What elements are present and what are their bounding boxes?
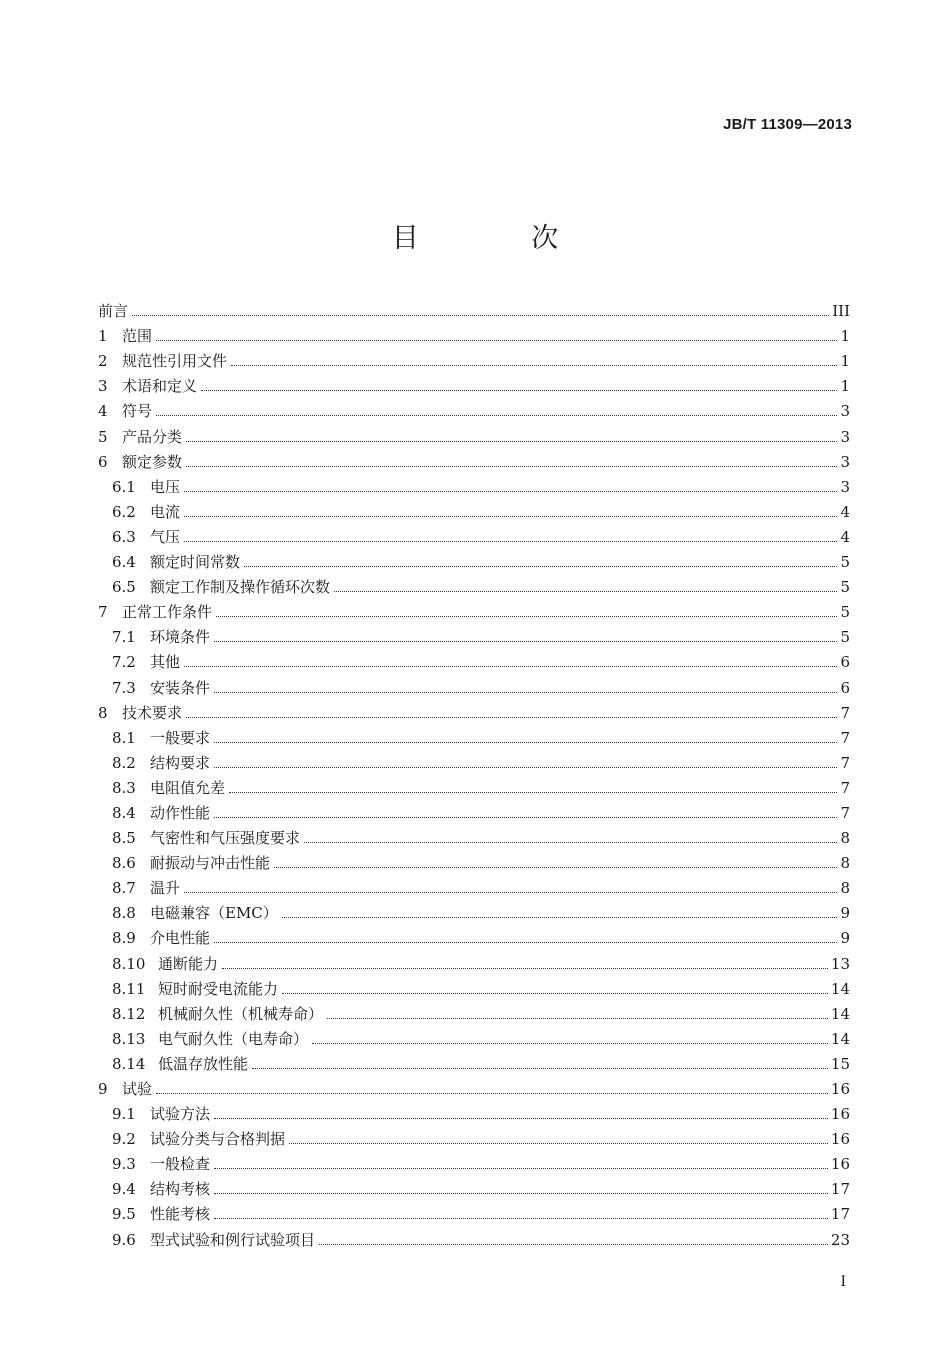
toc-entry-label: 试验分类与合格判据 [150, 1130, 286, 1149]
toc-entry-number: 2 [98, 352, 108, 371]
toc-entry[interactable] [98, 447, 850, 472]
toc-dot-leader [319, 1244, 828, 1245]
toc-dot-leader [214, 641, 837, 642]
toc-dot-leader [312, 1043, 828, 1044]
toc-dot-leader [186, 717, 837, 718]
toc-dot-leader [186, 466, 837, 467]
toc-entry[interactable] [98, 1149, 850, 1174]
toc-dot-leader [289, 1143, 828, 1144]
toc-entry-label: 电阻值允差 [150, 778, 226, 797]
toc-entry-number: 5 [98, 427, 108, 446]
toc-entry-number: 8.8 [112, 904, 136, 923]
toc-entry[interactable] [98, 371, 850, 396]
toc-entry-number: 6 [98, 452, 108, 471]
toc-entry[interactable] [98, 773, 850, 798]
toc-entry-label: 额定时间常数 [150, 553, 241, 572]
toc-dot-leader [156, 1093, 828, 1094]
toc-entry-page: 7 [840, 753, 850, 772]
toc-entry[interactable] [98, 421, 850, 446]
toc-entry-label: 规范性引用文件 [122, 352, 228, 371]
toc-entry-number: 8.13 [112, 1029, 146, 1048]
toc-entry-number: 6.3 [112, 527, 136, 546]
toc-entry-number: 9.4 [112, 1180, 136, 1199]
toc-entry-number: 8.2 [112, 753, 136, 772]
toc-entry-page: 1 [840, 327, 850, 346]
toc-entry-number: 1 [98, 327, 108, 346]
toc-entry-number: 9.2 [112, 1130, 136, 1149]
toc-dot-leader [184, 491, 837, 492]
toc-entry[interactable] [98, 647, 850, 672]
toc-dot-leader [229, 792, 837, 793]
toc-dot-leader [184, 541, 837, 542]
toc-entry-page: 4 [840, 502, 850, 521]
toc-entry-label: 介电性能 [150, 929, 211, 948]
toc-entry[interactable] [98, 346, 850, 371]
toc-entry-number: 6.1 [112, 477, 136, 496]
toc-entry-page: 7 [840, 703, 850, 722]
toc-entry-page: 3 [840, 452, 850, 471]
toc-entry-number: 7 [98, 603, 108, 622]
toc-entry-label: 耐振动与冲击性能 [150, 854, 271, 873]
toc-dot-leader [214, 1193, 828, 1194]
toc-dot-leader [334, 591, 837, 592]
toc-entry[interactable] [98, 999, 850, 1024]
toc-entry[interactable] [98, 948, 850, 973]
toc-entry[interactable] [98, 1124, 850, 1149]
toc-entry[interactable] [98, 698, 850, 723]
toc-dot-leader [252, 1068, 828, 1069]
toc-entry-page: 14 [830, 1029, 850, 1048]
toc-entry-label: 产品分类 [122, 427, 183, 446]
toc-entry[interactable] [98, 823, 850, 848]
toc-entry-number: 9.6 [112, 1230, 136, 1249]
toc-entry-number: 9.3 [112, 1155, 136, 1174]
toc-entry-page: 1 [840, 377, 850, 396]
toc-entry-label: 安装条件 [150, 678, 211, 697]
toc-entry[interactable] [98, 873, 850, 898]
toc-entry-number: 7.2 [112, 653, 136, 672]
toc-entry[interactable] [98, 1024, 850, 1049]
toc-entry[interactable] [98, 1049, 850, 1074]
toc-entry-page: 6 [840, 678, 850, 697]
toc-entry[interactable] [98, 1099, 850, 1124]
toc-dot-leader [231, 365, 837, 366]
toc-entry-number: 8.1 [112, 728, 136, 747]
toc-entry-page: 5 [840, 628, 850, 647]
toc-dot-leader [282, 993, 828, 994]
toc-entry-label: 性能考核 [150, 1205, 211, 1224]
toc-dot-leader [214, 742, 837, 743]
toc-entry-label: 型式试验和例行试验项目 [150, 1230, 316, 1249]
toc-entry[interactable] [98, 798, 850, 823]
toc-entry-label: 结构考核 [150, 1180, 211, 1199]
toc-dot-leader [214, 1168, 828, 1169]
table-of-contents [98, 296, 850, 1250]
toc-entry-number: 8.11 [112, 979, 146, 998]
toc-entry-label: 环境条件 [150, 628, 211, 647]
toc-dot-leader [214, 817, 837, 818]
toc-entry-page: 9 [840, 904, 850, 923]
toc-entry-page: 15 [830, 1054, 850, 1073]
toc-entry-number: 9.1 [112, 1105, 136, 1124]
toc-entry-page: 16 [830, 1130, 850, 1149]
toc-entry-page: 7 [840, 778, 850, 797]
toc-dot-leader [214, 767, 837, 768]
toc-entry-label: 正常工作条件 [122, 603, 213, 622]
toc-entry[interactable] [98, 1199, 850, 1224]
toc-dot-leader [244, 566, 837, 567]
toc-entry-number: 8 [98, 703, 108, 722]
toc-entry-page: 16 [830, 1155, 850, 1174]
toc-dot-leader [184, 892, 837, 893]
toc-entry[interactable] [98, 296, 850, 321]
toc-entry-label: 一般要求 [150, 728, 211, 747]
toc-entry-label: 温升 [150, 879, 181, 898]
toc-dot-leader [304, 842, 837, 843]
toc-entry[interactable] [98, 974, 850, 999]
toc-entry-number: 8.10 [112, 954, 146, 973]
toc-dot-leader [184, 516, 837, 517]
toc-entry-number: 7.1 [112, 628, 136, 647]
toc-entry-page: 23 [830, 1230, 850, 1249]
toc-dot-leader [214, 942, 837, 943]
toc-title: 目 次 [391, 223, 611, 254]
toc-entry-page: 6 [840, 653, 850, 672]
toc-entry-page: 5 [840, 578, 850, 597]
toc-dot-leader [156, 415, 837, 416]
toc-entry-page: 1 [840, 352, 850, 371]
toc-entry[interactable] [98, 522, 850, 547]
toc-entry-label: 其他 [150, 653, 181, 672]
toc-entry-page: 8 [840, 829, 850, 848]
toc-entry-page: 8 [840, 854, 850, 873]
toc-entry-label: 前言 [98, 302, 129, 321]
toc-entry-page: III [832, 302, 850, 321]
toc-entry[interactable] [98, 396, 850, 421]
toc-entry-number: 6.5 [112, 578, 136, 597]
toc-entry[interactable] [98, 848, 850, 873]
toc-dot-leader [327, 1018, 828, 1019]
toc-entry[interactable] [98, 597, 850, 622]
toc-entry[interactable] [98, 472, 850, 497]
toc-entry[interactable] [98, 748, 850, 773]
toc-entry-page: 14 [830, 979, 850, 998]
toc-entry[interactable] [98, 672, 850, 697]
toc-entry-label: 动作性能 [150, 803, 211, 822]
toc-entry-page: 3 [840, 427, 850, 446]
toc-entry-number: 8.5 [112, 829, 136, 848]
toc-entry[interactable] [98, 622, 850, 647]
toc-dot-leader [274, 867, 837, 868]
toc-entry-page: 5 [840, 603, 850, 622]
toc-entry-page: 7 [840, 728, 850, 747]
toc-entry-label: 短时耐受电流能力 [158, 979, 279, 998]
toc-entry[interactable] [98, 547, 850, 572]
toc-entry-label: 符号 [122, 402, 153, 421]
toc-entry-label: 结构要求 [150, 753, 211, 772]
toc-entry-page: 13 [830, 954, 850, 973]
toc-entry-label: 电气耐久性（电寿命） [158, 1029, 309, 1048]
toc-entry-label: 试验方法 [150, 1105, 211, 1124]
toc-dot-leader [201, 390, 837, 391]
toc-entry-page: 17 [830, 1180, 850, 1199]
toc-dot-leader [214, 692, 837, 693]
toc-entry-number: 4 [98, 402, 108, 421]
toc-entry-label: 通断能力 [158, 954, 219, 973]
toc-entry-label: 一般检查 [150, 1155, 211, 1174]
toc-entry-number: 6.2 [112, 502, 136, 521]
toc-entry-page: 3 [840, 477, 850, 496]
toc-entry-number: 6.4 [112, 553, 136, 572]
toc-entry[interactable] [98, 497, 850, 522]
standard-code: JB/T 11309—2013 [723, 116, 852, 133]
toc-dot-leader [156, 340, 837, 341]
toc-entry-page: 5 [840, 553, 850, 572]
toc-entry[interactable] [98, 923, 850, 948]
toc-entry-number: 9 [98, 1080, 108, 1098]
toc-entry-number: 8.3 [112, 778, 136, 797]
toc-entry-label: 电流 [150, 502, 181, 521]
toc-entry-number: 9.5 [112, 1205, 136, 1224]
toc-entry-page: 4 [840, 527, 850, 546]
toc-dot-leader [214, 1218, 828, 1219]
toc-entry-label: 额定工作制及操作循环次数 [150, 578, 331, 597]
toc-dot-leader [214, 1118, 828, 1119]
toc-dot-leader [222, 968, 828, 969]
toc-entry-label: 机械耐久性（机械寿命） [158, 1004, 324, 1023]
toc-dot-leader [282, 917, 838, 918]
toc-entry[interactable] [98, 1224, 850, 1249]
toc-entry[interactable] [98, 321, 850, 346]
toc-entry-page: 14 [830, 1004, 850, 1023]
toc-entry-number: 8.4 [112, 803, 136, 822]
toc-entry-number: 7.3 [112, 678, 136, 697]
toc-entry[interactable] [98, 572, 850, 597]
toc-entry-number: 8.7 [112, 879, 136, 898]
toc-entry[interactable] [98, 723, 850, 748]
toc-entry-page: 16 [830, 1080, 850, 1098]
toc-entry-label: 电磁兼容（EMC） [150, 904, 278, 923]
page-number: I [840, 1274, 846, 1290]
toc-entry-label: 技术要求 [122, 703, 183, 722]
toc-dot-leader [184, 666, 837, 667]
toc-entry[interactable] [98, 1074, 850, 1099]
toc-entry-number: 3 [98, 377, 108, 396]
toc-entry[interactable] [98, 1174, 850, 1199]
toc-entry-label: 低温存放性能 [158, 1054, 249, 1073]
toc-entry-label: 范围 [122, 327, 153, 346]
toc-dot-leader [132, 315, 829, 316]
toc-entry-number: 8.9 [112, 929, 136, 948]
toc-entry-page: 7 [840, 803, 850, 822]
toc-entry-number: 8.12 [112, 1004, 146, 1023]
toc-entry-label: 额定参数 [122, 452, 183, 471]
toc-entry-label: 术语和定义 [122, 377, 198, 396]
toc-entry-label: 气密性和气压强度要求 [150, 829, 301, 848]
toc-entry-page: 17 [830, 1205, 850, 1224]
toc-entry[interactable] [98, 898, 850, 923]
toc-entry-number: 8.6 [112, 854, 136, 873]
toc-entry-label: 电压 [150, 477, 181, 496]
toc-entry-page: 9 [840, 929, 850, 948]
toc-entry-label: 试验 [122, 1080, 153, 1098]
toc-entry-page: 3 [840, 402, 850, 421]
toc-entry-page: 16 [830, 1105, 850, 1124]
toc-entry-label: 气压 [150, 527, 181, 546]
toc-dot-leader [216, 616, 837, 617]
toc-entry-page: 8 [840, 879, 850, 898]
toc-dot-leader [186, 441, 837, 442]
toc-entry-number: 8.14 [112, 1054, 146, 1073]
